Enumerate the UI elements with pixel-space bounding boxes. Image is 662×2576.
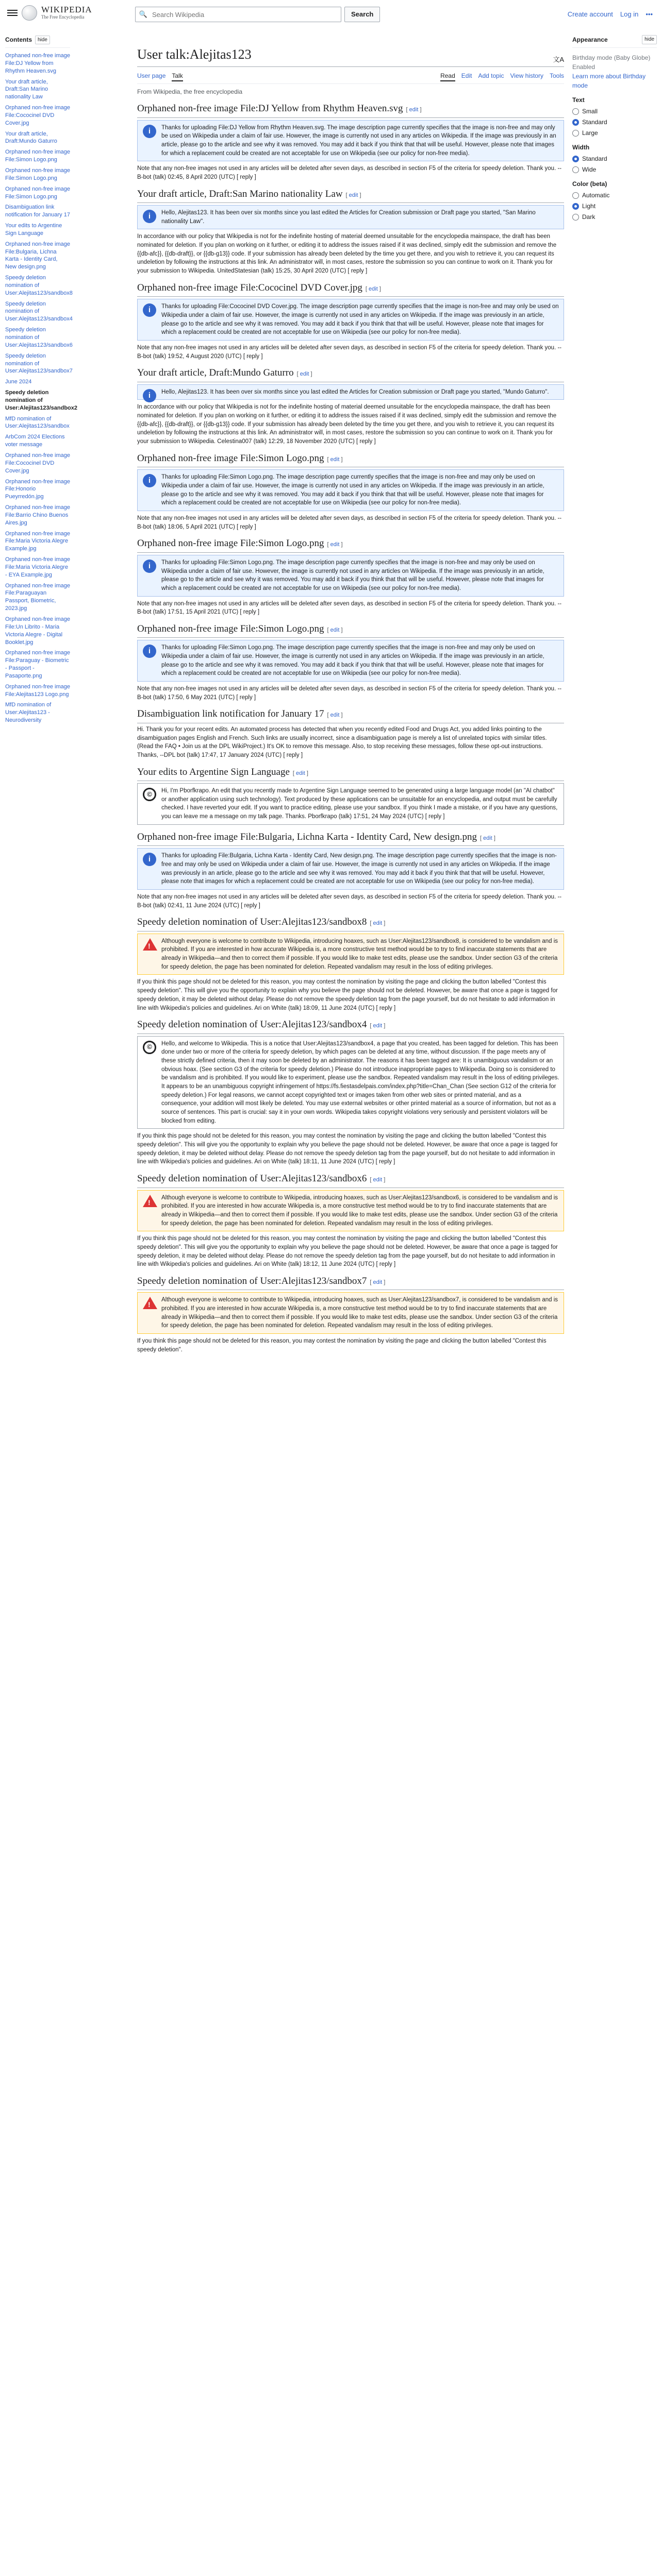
radio-option[interactable] bbox=[572, 201, 657, 211]
copyright-icon: © bbox=[143, 788, 156, 801]
section-title: Your draft article, Draft:Mundo Gaturro bbox=[137, 367, 294, 379]
radio-button[interactable] bbox=[572, 214, 579, 221]
radio-label: Large bbox=[582, 129, 598, 137]
section-heading bbox=[137, 765, 564, 782]
toc-item[interactable]: MfD nomination of User:Alejitas123 - Neurodiversity bbox=[5, 702, 52, 724]
section-heading bbox=[137, 830, 564, 846]
birthday-mode-label: Birthday mode (Baby Globe) bbox=[572, 54, 651, 61]
talk-section bbox=[137, 101, 564, 182]
section-edit-link[interactable]: [ edit ] bbox=[293, 770, 308, 776]
section-edit-link[interactable]: [ edit ] bbox=[327, 541, 343, 548]
info-icon: i bbox=[143, 560, 156, 573]
info-icon: i bbox=[143, 474, 156, 487]
appearance-panel bbox=[572, 35, 657, 223]
section-text: In accordance with our policy that Wikipedia is not for the indefinite hosting of material deemed unsuitable for the encyclopedia mainspace, the draft has been nominated for deletion. If you plan on working on it further, or editing it to address the issues raised if it was declined, simply edit the submission and remove the {{db-afc}}, {{db-draft}}, or {{db-g13}} code. If your submission has already been deleted by the time you get there, and you wish to retrieve it, you can request its undeletion by following the instructions at this link. An administrator will, in most cases, restore the submission so you can continue to work on it. Thank you for your submission to Wikipedia. Celestina007 (talk) 12:29, 18 November 2020 (UTC) [ reply ] bbox=[137, 404, 557, 445]
section-title: Speedy deletion nomination of User:Alejitas123/sandbox6 bbox=[137, 1173, 367, 1184]
section-heading bbox=[137, 281, 564, 297]
header-link[interactable]: ••• bbox=[646, 10, 653, 18]
notice-text: Hello, and welcome to Wikipedia. This is a notice that User:Alejitas123/sandbox4, a page that you created, has been tagged for deletion. This has been done under two or more of the criteria for speedy deletion, by which pages can be deleted at any time, without discussion. If the page meets any of these strictly defined criteria, then it may soon be deleted by an administrator. The reasons it has been tagged are: It is unambiguous vandalism or an obvious hoax. (See section G3 of the criteria for speedy deletion.) Please do not introduce inappropriate pages to Wikipedia. Doing so is considered to be vandalism and is prohibited. If you would like to experiment, please use the sandbox. Repeated vandalism may result in the loss of editing privileges. It appears to be an unambiguous copyright infringement of https://fs.fiestasdelpais.com/index.php?title=Chan_Chan (See section G12 of the criteria for speedy deletion.) For legal reasons, we cannot accept copyrighted text or images taken from other web sites or printed material, and as a consequence, your addition will most likely be deleted. You may use external websites or other printed material as a source of information, but not as a source of sentences. This part is crucial: say it in your own words. Wikipedia takes copyright violations very seriously and persistent violators will be blocked from editing. bbox=[161, 1040, 559, 1124]
talk-section bbox=[137, 1172, 564, 1269]
tab-edit[interactable]: Edit bbox=[461, 72, 472, 79]
section-title: Orphaned non-free image File:Cococinel DVD Cover.jpg bbox=[137, 282, 362, 293]
talk-sections bbox=[137, 101, 564, 1354]
section-edit-link[interactable]: [ edit ] bbox=[370, 1023, 385, 1029]
tab-read[interactable]: Read bbox=[440, 71, 455, 81]
section-edit-link[interactable]: [ edit ] bbox=[327, 627, 343, 633]
toc-item[interactable]: Orphaned non-free image File:Maria Victoria Alegre Example.jpg bbox=[5, 530, 70, 552]
section-heading bbox=[137, 451, 564, 468]
tab-user-page[interactable]: User page bbox=[137, 72, 166, 79]
talk-section bbox=[137, 765, 564, 825]
appearance-header bbox=[572, 35, 657, 48]
toc-list bbox=[5, 52, 78, 724]
notice-box bbox=[137, 205, 564, 229]
tab-view-history[interactable]: View history bbox=[510, 72, 543, 79]
notice-text: Hello, Alejitas123. It has been over six months since you last edited the Articles for Creation submission or Draft page you started, "San Marino nationality Law". bbox=[161, 210, 536, 225]
toc-item[interactable]: Speedy deletion nomination of User:Alejitas123/sandbox4 bbox=[5, 300, 73, 323]
radio-label: Automatic bbox=[582, 192, 610, 199]
toc-item[interactable]: ArbCom 2024 Elections voter message bbox=[5, 434, 65, 448]
tagline: The Free Encyclopedia bbox=[41, 14, 85, 20]
talk-section bbox=[137, 187, 564, 276]
section-title: Your draft article, Draft:San Marino nationality Law bbox=[137, 188, 343, 199]
tab-talk[interactable]: Talk bbox=[172, 71, 183, 81]
section-edit-link[interactable]: [ edit ] bbox=[327, 712, 343, 718]
section-text: If you think this page should not be deleted for this reason, you may contest the nomination by visiting the page and clicking the button labelled "Contest this speedy deletion". bbox=[137, 1338, 547, 1353]
section-edit-link[interactable]: [ edit ] bbox=[406, 107, 422, 113]
section-text: Note that any non-free images not used in any articles will be deleted after seven days, as described in section F5 of the criteria for speedy deletion. Thank you. --B-bot (talk) 02:45, 8 April 2020 (UTC) [ reply ] bbox=[137, 165, 562, 180]
notice-box bbox=[137, 384, 564, 400]
view-tabs bbox=[440, 71, 564, 81]
radio-button[interactable] bbox=[572, 166, 579, 173]
section-edit-link[interactable]: [ edit ] bbox=[480, 835, 495, 841]
radio-option[interactable] bbox=[572, 165, 657, 174]
section-title: Speedy deletion nomination of User:Alejitas123/sandbox8 bbox=[137, 917, 367, 928]
radio-option[interactable] bbox=[572, 117, 657, 127]
toc-item[interactable]: Orphaned non-free image File:Simon Logo.png bbox=[5, 149, 70, 163]
main-menu-icon[interactable] bbox=[7, 8, 18, 19]
section-text: Note that any non-free images not used in any articles will be deleted after seven days, as described in section F5 of the criteria for speedy deletion. Thank you. --B-bot (talk) 17:50, 6 May 2021 (UTC) [ reply ] bbox=[137, 686, 562, 701]
radio-option[interactable] bbox=[572, 191, 657, 200]
info-icon: i bbox=[143, 125, 156, 138]
page-title: User talk:Alejitas123 bbox=[137, 47, 252, 62]
section-text: In accordance with our policy that Wikipedia is not for the indefinite hosting of material deemed unsuitable for the encyclopedia mainspace, the draft has been nominated for deletion. If you plan on working on it further, or editing it to address the issues raised if it was declined, simply edit the submission and remove the {{db-afc}}, {{db-draft}}, or {{db-g13}} code. If your submission has already been deleted by the time you get there, and you wish to retrieve it, you can request its undeletion by following the instructions at this link. An administrator will, in most cases, restore the submission so you can continue to work on it. Thank you for your submission to Wikipedia. UnitedStatesian (talk) 15:25, 30 April 2020 (UTC) [ reply ] bbox=[137, 233, 557, 275]
language-button[interactable]: 文A bbox=[553, 55, 564, 63]
notice-text: Thanks for uploading File:Bulgaria, Lichna Karta - Identity Card, New design.png. The image description page currently specifies that the image is non-free and may only be used on Wikipedia under a claim of fair use. However, the image is currently not used in any articles on Wikipedia. If the image was previously in an article, please go to the article and see why it was removed. You may add it back if you think that that will be useful. However, please note that images for which a replacement could be created are not acceptable for use on Wikipedia (see our policy for non-free media). bbox=[161, 853, 557, 885]
section-edit-link[interactable]: [ edit ] bbox=[370, 920, 385, 926]
section-heading bbox=[137, 707, 564, 723]
birthday-learn-link[interactable]: Learn more about Birthday mode bbox=[572, 73, 646, 89]
radio-label: Light bbox=[582, 202, 596, 210]
notice-box bbox=[137, 120, 564, 162]
toc-hide-button[interactable]: hide bbox=[35, 36, 50, 44]
section-title: Your edits to Argentine Sign Language bbox=[137, 766, 290, 777]
radio-option[interactable] bbox=[572, 128, 657, 138]
search-button[interactable]: Search bbox=[344, 7, 380, 22]
section-heading bbox=[137, 1172, 564, 1188]
color-title: Color (beta) bbox=[572, 180, 607, 188]
page-tabs bbox=[137, 71, 564, 84]
section-title: Orphaned non-free image File:Simon Logo.png bbox=[137, 538, 324, 549]
section-title: Speedy deletion nomination of User:Alejitas123/sandbox4 bbox=[137, 1019, 367, 1030]
header-link[interactable]: Log in bbox=[620, 10, 639, 18]
namespace-tabs bbox=[137, 71, 183, 81]
radio-option[interactable] bbox=[572, 212, 657, 222]
toc-header bbox=[5, 35, 70, 48]
section-edit-link[interactable]: [ edit ] bbox=[327, 456, 343, 463]
table-of-contents bbox=[5, 35, 78, 727]
wikipedia-logo[interactable] bbox=[22, 5, 92, 21]
section-title: Disambiguation link notification for January 17 bbox=[137, 708, 324, 720]
notice-box bbox=[137, 299, 564, 341]
width-title: Width bbox=[572, 144, 590, 151]
radio-button[interactable] bbox=[572, 156, 579, 162]
section-text: If you think this page should not be deleted for this reason, you may contest the nomination by visiting the page and clicking the button labelled "Contest this speedy deletion". This will give you the opportunity to explain why you believe the page should not be deleted. However, be aware that once a page is tagged for speedy deletion, it may be deleted without delay. Please do not remove the speedy deletion tag from the page yourself, but do not hesitate to add information in line with Wikipedia's policies and guidelines. Ari on White (talk) 18:11, 11 June 2024 (UTC) [ reply ] bbox=[137, 1133, 558, 1165]
wordmark: WIKIPEDIA bbox=[41, 5, 92, 14]
notice-text: Thanks for uploading File:Simon Logo.png. The image description page currently specifies that the image is non-free and may only be used on Wikipedia under a claim of fair use. However, the image is currently not used in any articles on Wikipedia. If the image was previously in an article, please go to the article and see why it was removed. You may add it back if you think that that will be useful. However, please note that images for which a replacement could be created are not acceptable for use on Wikipedia (see our policy for non-free media). bbox=[161, 474, 544, 506]
color-group bbox=[572, 179, 657, 222]
search-box[interactable] bbox=[135, 7, 341, 22]
notice-text: Hi, I'm Pborfkrapo. An edit that you recently made to Argentine Sign Language seemed to be generated using a large language model (an "AI chatbot" or another application using such technology). Text produced by these applications can be unsuitable for an encyclopedia, and output must be carefully checked. I have reverted your edit. If you want to practice editing, please use your sandbox. If you think I made a mistake, or if you have any questions, you can leave me a message on my talk page. Thanks. Pborfkrapo (talk) 17:51, 24 May 2024 (UTC) [ reply ] bbox=[161, 788, 558, 820]
copyright-icon: © bbox=[143, 1041, 156, 1054]
toc-item[interactable]: Orphaned non-free image File:Paraguay - Biometric - Passport - Pasaporte.png bbox=[5, 650, 70, 679]
globe-icon bbox=[22, 5, 37, 21]
section-title: Orphaned non-free image File:Bulgaria, Lichna Karta - Identity Card, New design.png bbox=[137, 831, 477, 842]
toc-item[interactable]: Your draft article, Draft:San Marino nationality Law bbox=[5, 78, 48, 100]
section-text: If you think this page should not be deleted for this reason, you may contest the nomination by visiting the page and clicking the button labelled "Contest this speedy deletion". This will give you the opportunity to explain why you believe the page should not be deleted. However, be aware that once a page is tagged for speedy deletion, it may be deleted without delay. Please do not remove the speedy deletion tag from the page yourself, but do not hesitate to add information in line with Wikipedia's policies and guidelines. Ari on White (talk) 18:12, 11 June 2024 (UTC) [ reply ] bbox=[137, 1235, 558, 1268]
width-group bbox=[572, 143, 657, 174]
toc-item[interactable]: Orphaned non-free image File:Alejitas123 Logo.png bbox=[5, 683, 70, 698]
search-input[interactable] bbox=[151, 10, 341, 19]
toc-item[interactable]: Orphaned non-free image File:Simon Logo.png bbox=[5, 167, 70, 181]
talk-section bbox=[137, 536, 564, 617]
section-edit-link[interactable]: [ edit ] bbox=[370, 1279, 385, 1285]
section-text: Note that any non-free images not used in any articles will be deleted after seven days, as described in section F5 of the criteria for speedy deletion. Thank you. --B-bot (talk) 19:52, 4 August 2020 (UTC) [ reply ] bbox=[137, 344, 562, 360]
section-edit-link[interactable]: [ edit ] bbox=[346, 192, 361, 198]
toc-item[interactable]: Your edits to Argentine Sign Language bbox=[5, 223, 62, 236]
section-title: Orphaned non-free image File:DJ Yellow from Rhythm Heaven.svg bbox=[137, 103, 403, 114]
birthday-mode-state: Enabled bbox=[572, 63, 595, 71]
radio-button[interactable] bbox=[572, 108, 579, 115]
notice-box bbox=[137, 848, 564, 890]
section-text: Note that any non-free images not used in any articles will be deleted after seven days, as described in section F5 of the criteria for speedy deletion. Thank you. --B-bot (talk) 18:06, 5 April 2021 (UTC) [ reply ] bbox=[137, 515, 562, 530]
radio-option[interactable] bbox=[572, 154, 657, 163]
toc-item[interactable]: Orphaned non-free image File:Un Librito - Maria Victoria Alegre - Digital Booklet.jpg bbox=[5, 616, 70, 646]
section-text: Note that any non-free images not used in any articles will be deleted after seven days, as described in section F5 of the criteria for speedy deletion. Thank you. --B-bot (talk) 17:51, 15 April 2021 (UTC) [ reply ] bbox=[137, 600, 562, 616]
toc-item[interactable]: June 2024 bbox=[5, 379, 32, 385]
notice-box bbox=[137, 555, 564, 597]
notice-text: Although everyone is welcome to contribute to Wikipedia, introducing hoaxes, such as User:Alejitas123/sandbox6, is considered to be vandalism and is prohibited. If you are interested in how accurate Wikipedia is, a more constructive test method would be to try to find inaccurate statements that are already in Wikipedia—and then to correct them if possible. If you would like to make test edits, please use the sandbox. Under section G3 of the criteria for speedy deletion, the page has been nominated for deletion. Repeated vandalism may result in the loss of editing privileges. bbox=[161, 1194, 558, 1227]
notice-box bbox=[137, 1292, 564, 1334]
section-text: Note that any non-free images not used in any articles will be deleted after seven days, as described in section F5 of the criteria for speedy deletion. Thank you. --B-bot (talk) 02:41, 11 June 2024 (UTC) [ reply ] bbox=[137, 893, 562, 909]
section-text: Hi. Thank you for your recent edits. An automated process has detected that when you recently edited Food and Drugs Act, you added links pointing to the disambiguation pages English and French. Such links are usually incorrect, since a disambiguation page is merely a list of unrelated topics with similar titles. (Read the FAQ • Join us at the DPL WikiProject.) It's OK to remove this message. Also, to stop receiving these messages, follow these opt-out instructions. Thanks, --DPL bot (talk) 17:47, 17 January 2024 (UTC) [ reply ] bbox=[137, 726, 547, 758]
talk-section bbox=[137, 830, 564, 910]
section-edit-link[interactable]: [ edit ] bbox=[370, 1177, 385, 1183]
info-icon: i bbox=[143, 389, 156, 402]
toc-item[interactable]: Disambiguation link notification for January 17 bbox=[5, 204, 70, 218]
notice-text: Thanks for uploading File:Simon Logo.png. The image description page currently specifies that the image is non-free and may only be used on Wikipedia under a claim of fair use. However, the image is currently not used in any articles on Wikipedia. If the image was previously in an article, please go to the article and see why it was removed. You may add it back if you think that that will be useful. However, please note that images for which a replacement could be created are not acceptable for use on Wikipedia (see our policy for non-free media). bbox=[161, 645, 544, 677]
search-icon: 🔍 bbox=[139, 10, 148, 19]
notice-text: Although everyone is welcome to contribute to Wikipedia, introducing hoaxes, such as User:Alejitas123/sandbox7, is considered to be vandalism and is prohibited. If you are interested in how accurate Wikipedia is, a more constructive test method would be to try to find inaccurate statements that are already in Wikipedia—and then to correct them if possible. If you would like to make test edits, please use the sandbox. Under section G3 of the criteria for speedy deletion, the page has been nominated for deletion. Repeated vandalism may result in the loss of editing privileges. bbox=[161, 1297, 558, 1329]
site-subtitle: From Wikipedia, the free encyclopedia bbox=[137, 88, 243, 95]
notice-box bbox=[137, 469, 564, 511]
toc-item[interactable]: Orphaned non-free image File:Simon Logo.png bbox=[5, 185, 70, 200]
notice-box bbox=[137, 934, 564, 975]
toc-item[interactable]: Orphaned non-free image File:Cococinel DVD Cover.jpg bbox=[5, 105, 70, 126]
notice-text: Although everyone is welcome to contribute to Wikipedia, introducing hoaxes, such as User:Alejitas123/sandbox8, is considered to be vandalism and is prohibited. If you are interested in how accurate Wikipedia is, a more constructive test method would be to try to find inaccurate statements that are already in Wikipedia—and then to correct them if possible. If you would like to make test edits, please use the sandbox. Under section G3 of the criteria for speedy deletion, the page has been nominated for deletion. Repeated vandalism may result in the loss of editing privileges. bbox=[161, 938, 558, 970]
toc-item[interactable]: Speedy deletion nomination of User:Alejitas123/sandbox2 bbox=[5, 389, 78, 411]
notice-text: Thanks for uploading File:Cococinel DVD Cover.jpg. The image description page currently specifies that the image is non-free and may only be used on Wikipedia under a claim of fair use. However, the image is currently not used in any articles on Wikipedia. If the image was previously in an article, please go to the article and see why it was removed. You may add it back if you think that that will be useful. However, please note that images for which a replacement could be created are not acceptable for use on Wikipedia (see our policy for non-free media). bbox=[161, 303, 559, 336]
talk-section bbox=[137, 281, 564, 361]
toc-item[interactable]: Orphaned non-free image File:Cococinel DVD Cover.jpg bbox=[5, 452, 70, 474]
notice-box bbox=[137, 783, 564, 825]
toc-item[interactable]: Your draft article, Draft:Mundo Gaturro bbox=[5, 130, 57, 145]
info-icon: i bbox=[143, 210, 156, 223]
section-edit-link[interactable]: [ edit ] bbox=[366, 286, 381, 292]
radio-option[interactable] bbox=[572, 107, 657, 116]
radio-button[interactable] bbox=[572, 119, 579, 126]
section-text: If you think this page should not be deleted for this reason, you may contest the nomination by visiting the page and clicking the button labelled "Contest this speedy deletion". This will give you the opportunity to explain why you believe the page should not be deleted. However, be aware that once a page is tagged for speedy deletion, it may be deleted without delay. Please do not remove the speedy deletion tag from the page yourself, but do not hesitate to add information in line with Wikipedia's policies and guidelines. Ari on White (talk) 18:09, 11 June 2024 (UTC) [ reply ] bbox=[137, 979, 558, 1011]
appearance-hide-button[interactable]: hide bbox=[642, 35, 657, 44]
section-heading bbox=[137, 622, 564, 638]
notice-text: Hello, Alejitas123. It has been over six months since you last edited the Articles for Creation submission or Draft page you started, "Mundo Gaturro". bbox=[161, 388, 549, 395]
notice-box bbox=[137, 1036, 564, 1129]
section-edit-link[interactable]: [ edit ] bbox=[297, 371, 312, 377]
notice-text: Thanks for uploading File:Simon Logo.png. The image description page currently specifies that the image is non-free and may only be used on Wikipedia under a claim of fair use. However, the image is currently not used in any articles on Wikipedia. If the image was previously in an article, please go to the article and see why it was removed. You may add it back if you think that that will be useful. However, please note that images for which a replacement could be created are not acceptable for use on Wikipedia (see our policy for non-free media). bbox=[161, 559, 544, 591]
section-title: Orphaned non-free image File:Simon Logo.png bbox=[137, 452, 324, 464]
section-heading bbox=[137, 1018, 564, 1034]
toc-item[interactable]: Orphaned non-free image File:Maria Victoria Alegre - EYA Example.jpg bbox=[5, 556, 70, 578]
talk-section bbox=[137, 451, 564, 532]
section-heading bbox=[137, 915, 564, 931]
toc-item[interactable]: Speedy deletion nomination of User:Alejitas123/sandbox8 bbox=[5, 275, 73, 296]
notice-text: Thanks for uploading File:DJ Yellow from Rhythm Heaven.svg. The image description page currently specifies that the image is non-free and may only be used on Wikipedia under a claim of fair use. However, the image is currently not used in any articles on Wikipedia. If the image was previously in an article, please go to the article and see why it was removed. You may add it back if you think that that will be useful. However, please note that images for which a replacement could be created are not acceptable for use on Wikipedia (see our policy for non-free media). bbox=[161, 124, 556, 157]
text-size-title: Text bbox=[572, 96, 585, 104]
section-heading bbox=[137, 187, 564, 204]
notice-box bbox=[137, 640, 564, 682]
tab-tools[interactable]: Tools bbox=[549, 72, 564, 79]
warning-icon: ! bbox=[143, 938, 157, 951]
radio-label: Small bbox=[582, 108, 598, 115]
section-heading bbox=[137, 101, 564, 118]
toc-item[interactable]: Orphaned non-free image File:DJ Yellow from Rhythm Heaven.svg bbox=[5, 53, 70, 74]
toc-title: Contents bbox=[5, 36, 32, 43]
section-heading bbox=[137, 536, 564, 553]
section-heading bbox=[137, 366, 564, 382]
section-title: Speedy deletion nomination of User:Alejitas123/sandbox7 bbox=[137, 1275, 367, 1286]
personal-tools bbox=[568, 9, 653, 20]
radio-button[interactable] bbox=[572, 192, 579, 199]
appearance-title: Appearance bbox=[572, 36, 608, 43]
radio-label: Standard bbox=[582, 155, 607, 162]
birthday-mode bbox=[572, 53, 657, 90]
radio-label: Wide bbox=[582, 166, 597, 173]
tab-add-topic[interactable]: Add topic bbox=[478, 72, 504, 79]
toc-item[interactable]: MfD nomination of User:Alejitas123/sandbox bbox=[5, 415, 70, 430]
info-icon: i bbox=[143, 303, 156, 317]
talk-section bbox=[137, 366, 564, 446]
radio-label: Dark bbox=[582, 213, 595, 221]
toc-item[interactable]: Orphaned non-free image File:Honorio Pueyrredón.jpg bbox=[5, 478, 70, 500]
toc-item[interactable]: Speedy deletion nomination of User:Alejitas123/sandbox7 bbox=[5, 352, 73, 375]
talk-section bbox=[137, 915, 564, 1012]
title-row bbox=[137, 44, 564, 67]
section-title: Orphaned non-free image File:Simon Logo.png bbox=[137, 623, 324, 634]
radio-label: Standard bbox=[582, 118, 607, 126]
info-icon: i bbox=[143, 853, 156, 866]
toc-item[interactable]: Orphaned non-free image File:Paraguayan Passport, Biometric, 2023.jpg bbox=[5, 582, 70, 612]
info-icon: i bbox=[143, 645, 156, 658]
section-heading bbox=[137, 1274, 564, 1291]
warning-icon: ! bbox=[143, 1297, 157, 1309]
main-content bbox=[137, 44, 564, 1356]
talk-section bbox=[137, 1274, 564, 1354]
site-header bbox=[0, 0, 662, 28]
toc-item[interactable]: Speedy deletion nomination of User:Alejitas123/sandbox6 bbox=[5, 327, 73, 348]
talk-section bbox=[137, 707, 564, 759]
header-link[interactable]: Create account bbox=[567, 10, 613, 18]
radio-button[interactable] bbox=[572, 130, 579, 137]
toc-item[interactable]: Orphaned non-free image File:Barrio Chino Buenos Aires.jpg bbox=[5, 504, 70, 526]
text-size-group bbox=[572, 95, 657, 138]
toc-item[interactable]: Orphaned non-free image File:Bulgaria, Lichna Karta - Identity Card, New design.png bbox=[5, 241, 70, 270]
talk-section bbox=[137, 622, 564, 702]
notice-box bbox=[137, 1190, 564, 1232]
talk-section bbox=[137, 1018, 564, 1166]
warning-icon: ! bbox=[143, 1195, 157, 1207]
radio-button[interactable] bbox=[572, 203, 579, 210]
